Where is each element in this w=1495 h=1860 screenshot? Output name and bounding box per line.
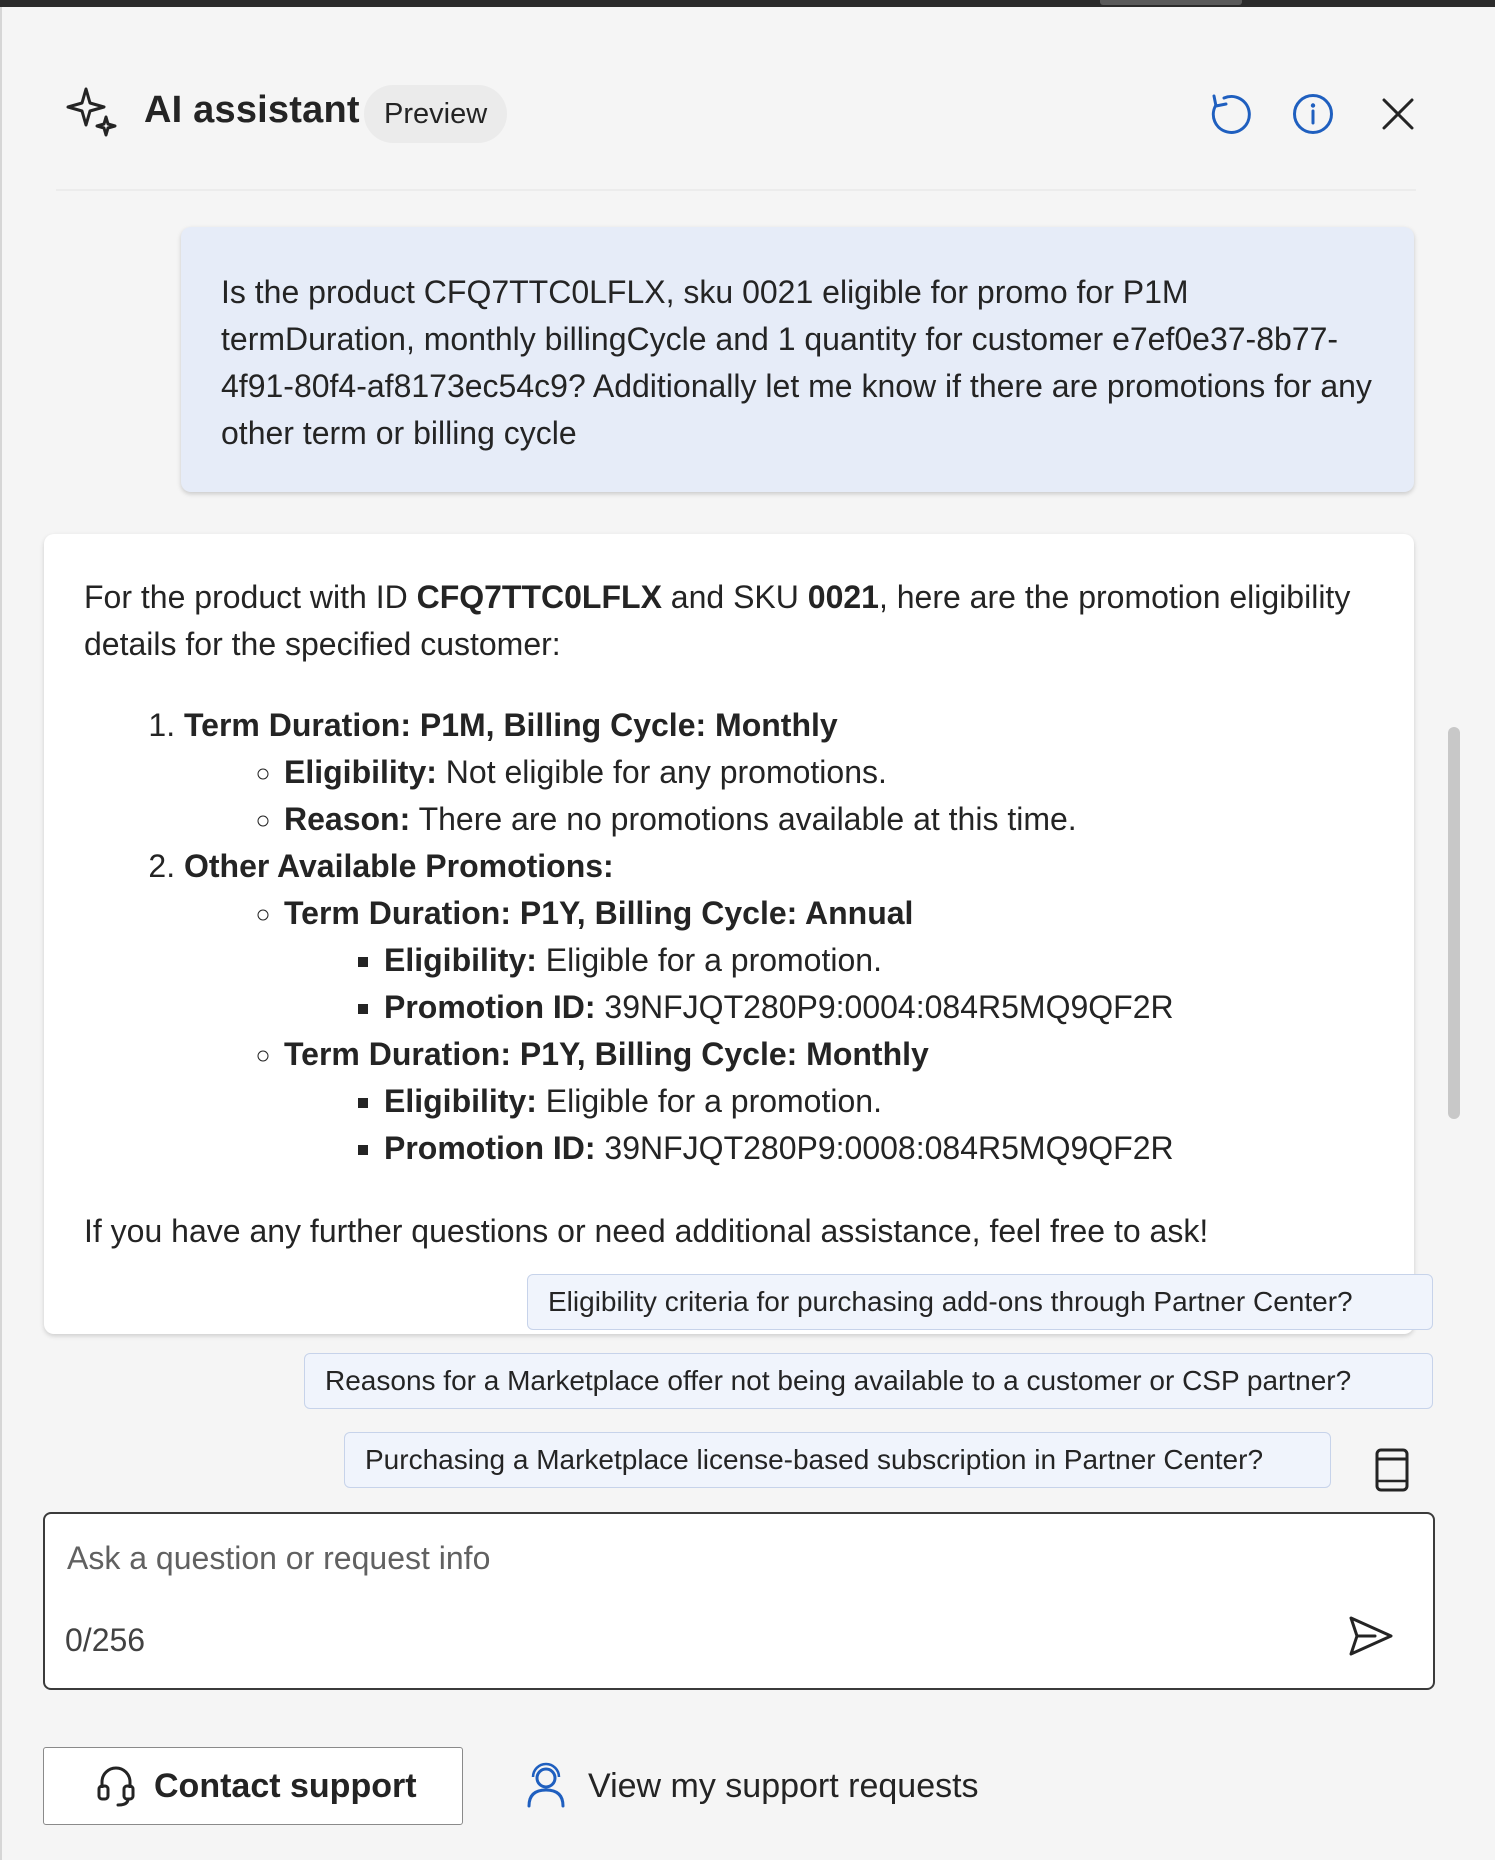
preview-badge: Preview — [364, 85, 507, 143]
user-message: Is the product CFQ7TTC0LFLX, sku 0021 eligible for promo for P1M termDuration, monthly billingCycle and 1 quantity for customer e7ef0e37-8b77-4f91-80f4-af8173ec54c9? Additionally let me know if there are promotions for any other term or billing cycle — [181, 227, 1414, 492]
info-icon — [1291, 92, 1335, 136]
panel-title: AI assistant — [144, 89, 360, 131]
contact-support-label: Contact support — [154, 1766, 417, 1805]
question-input[interactable] — [65, 1532, 1269, 1584]
close-icon — [1379, 95, 1417, 133]
list-item: ◦ Reason: There are no promotions available at this time. — [284, 796, 1374, 843]
headset-icon — [96, 1764, 136, 1808]
list-item: ▪ Promotion ID: 39NFJQT280P9:0008:084R5MQ9QF2R — [384, 1125, 1374, 1172]
assistant-closing: If you have any further questions or need additional assistance, feel free to ask! — [84, 1213, 1209, 1249]
list-item: ◦ Term Duration: P1Y, Billing Cycle: Monthly ▪ Eligibility: Eligible for a promotion. ▪ Promotion ID: 39NFJQT280P9:0008:084R5MQ9QF2R — [284, 1031, 1374, 1172]
list-item: ▪ Eligibility: Eligible for a promotion. — [384, 1078, 1374, 1125]
ai-assistant-panel — [2, 7, 1495, 1860]
character-counter: 0/256 — [65, 1622, 146, 1658]
chat-divider — [56, 189, 1416, 191]
suggestion-chip[interactable]: Purchasing a Marketplace license-based subscription in Partner Center? — [344, 1432, 1331, 1488]
close-button[interactable] — [1373, 89, 1423, 139]
view-support-requests-label: View my support requests — [588, 1766, 979, 1805]
top-scroll-thumb — [1100, 0, 1242, 5]
list-item: ▪ Eligibility: Eligible for a promotion. — [384, 937, 1374, 984]
contact-support-button[interactable] — [43, 1747, 463, 1825]
chat-scrollbar[interactable] — [1448, 197, 1460, 1217]
eligibility-list — [84, 702, 1374, 1172]
refresh-button[interactable] — [1204, 89, 1254, 139]
assistant-message — [44, 534, 1414, 1334]
info-button[interactable] — [1288, 89, 1338, 139]
window-top-bar — [0, 0, 1495, 7]
assistant-intro: For the product with ID CFQ7TTC0LFLX and SKU 0021, here are the promotion eligibility details for the specified customer: — [84, 579, 1351, 662]
view-support-requests-link[interactable] — [524, 1755, 979, 1817]
panel-header — [2, 7, 1495, 177]
suggestion-chip[interactable]: Eligibility criteria for purchasing add-ons through Partner Center? — [527, 1274, 1433, 1330]
product-id: CFQ7TTC0LFLX — [416, 579, 662, 615]
list-item: ◦ Eligibility: Not eligible for any promotions. — [284, 749, 1374, 796]
person-support-icon — [524, 1763, 568, 1809]
sparkle-icon — [66, 85, 120, 139]
refresh-icon — [1206, 91, 1252, 137]
suggestion-chip[interactable]: Reasons for a Marketplace offer not being available to a customer or CSP partner? — [304, 1353, 1433, 1409]
list-item: 2. Other Available Promotions: ◦ Term Duration: P1Y, Billing Cycle: Annual ▪ Eligibility: Eligible for a promotion. ▪ Promotion ID: 39NFJQT280P9:0004:084R5MQ9QF2R ◦ Term Duration: P1Y, Billing Cycle: Monthly ▪ Eligibility: Eligible for a promotion. ▪ Promotion ID: 39NFJQT280P9:0008:084R5MQ9QF2R — [184, 843, 1374, 1172]
book-icon[interactable] — [1372, 1447, 1412, 1493]
chat-scroll-thumb[interactable] — [1448, 727, 1460, 1119]
list-item: ◦ Term Duration: P1Y, Billing Cycle: Annual ▪ Eligibility: Eligible for a promotion. ▪ Promotion ID: 39NFJQT280P9:0004:084R5MQ9QF2R — [284, 890, 1374, 1031]
list-item: 1. Term Duration: P1M, Billing Cycle: Monthly ◦ Eligibility: Not eligible for any promotions. ◦ Reason: There are no promotions available at this time. — [184, 702, 1374, 843]
chat-history[interactable] — [42, 189, 1422, 1249]
list-item: ▪ Promotion ID: 39NFJQT280P9:0004:084R5MQ9QF2R — [384, 984, 1374, 1031]
send-icon[interactable] — [1345, 1610, 1397, 1662]
sku: 0021 — [807, 579, 879, 615]
question-input-box[interactable] — [43, 1512, 1435, 1690]
